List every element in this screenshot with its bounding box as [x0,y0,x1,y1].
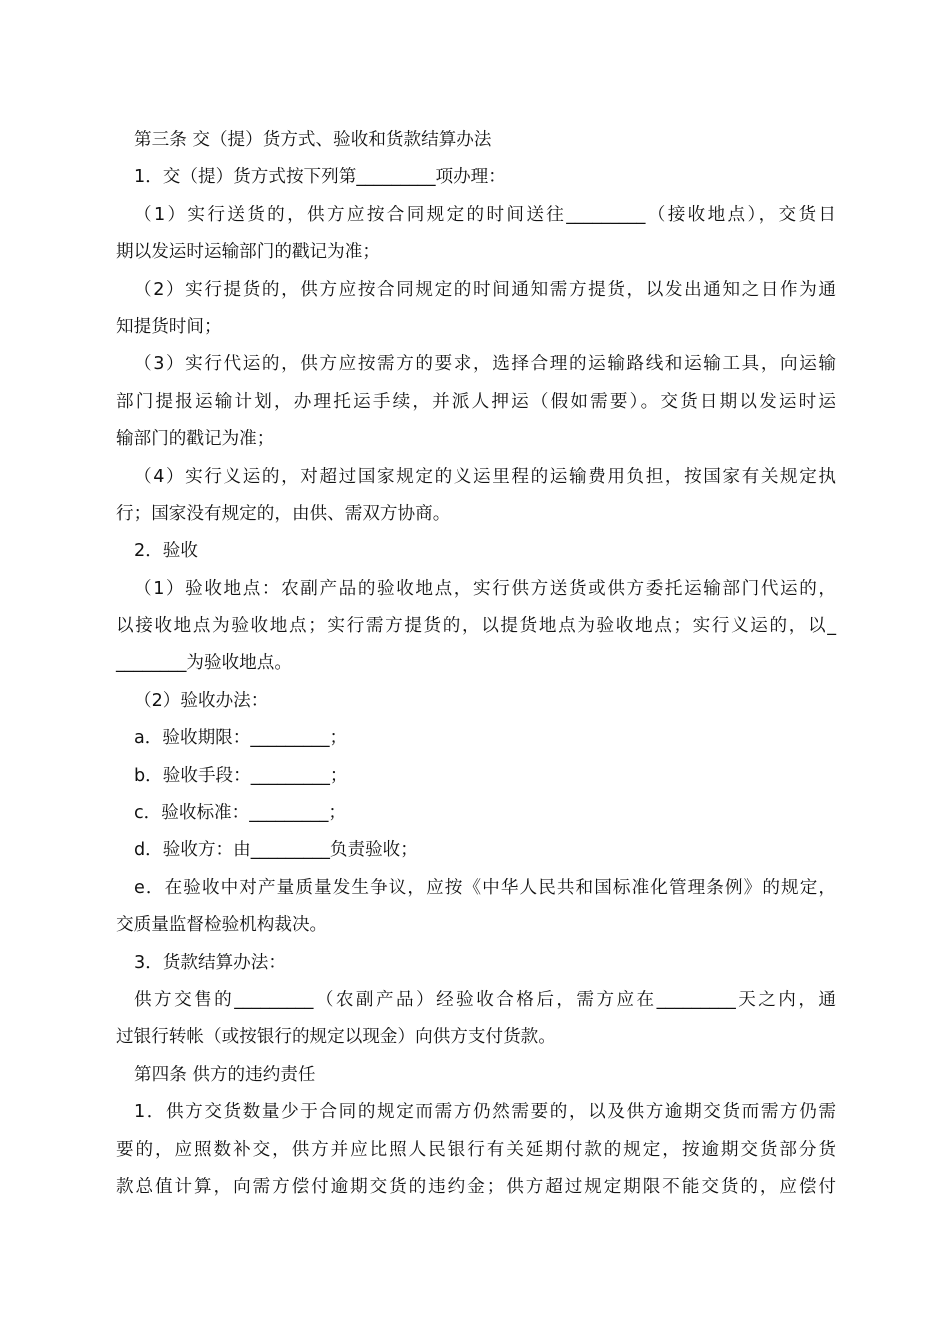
text-line: 期以发运时运输部门的戳记为准； [116,242,380,263]
text-line: 供方交售的_________（农副产品）经验收合格后，需方应在_________天之内，通 [134,989,836,1010]
text-line: 3．货款结算办法： [134,952,286,973]
text-line: （3）实行代运的，供方应按需方的要求，选择合理的运输路线和运输工具，向运输 [134,354,836,375]
text-line: 知提货时间； [116,316,222,337]
text-line: （1）验收地点：农副产品的验收地点，实行供方送货或供方委托运输部门代运的， [134,578,836,599]
text-line: 1．交（提）货方式按下列第_________项办理： [134,167,506,188]
text-line: （4）实行义运的，对超过国家规定的义运里程的运输费用负担，按国家有关规定执 [134,466,836,487]
text-line: 部门提报运输计划，办理托运手续，并派人押运（假如需要）。交货日期以发运时运 [116,391,836,412]
text-line: a．验收期限：_________； [134,728,348,749]
text-line: 输部门的戳记为准； [116,429,275,450]
text-line: b．验收手段：_________； [134,765,348,786]
text-line: 过银行转帐（或按银行的规定以现金）向供方支付货款。 [116,1027,556,1048]
text-line: （1）实行送货的，供方应按合同规定的时间送往_________（接收地点），交货日 [134,204,836,225]
text-line: 以接收地点为验收地点；实行需方提货的，以提货地点为验收地点；实行义运的，以_ [116,616,836,637]
text-line: d．验收方：由_________负责验收； [134,840,418,861]
text-line: e．在验收中对产量质量发生争议，应按《中华人民共和国标准化管理条例》的规定， [134,877,836,898]
text-line: ________为验收地点。 [116,653,292,674]
text-line: c．验收标准：_________； [134,803,347,824]
text-line: 第三条 交（提）货方式、验收和货款结算办法 [134,130,492,150]
text-line: 款总值计算，向需方偿付逾期交货的违约金；供方超过规定期限不能交货的，应偿付 [116,1176,836,1197]
text-line: 第四条 供方的违约责任 [134,1064,316,1085]
text-line: 行；国家没有规定的，由供、需双方协商。 [116,503,451,524]
text-line: 1．供方交货数量少于合同的规定而需方仍然需要的，以及供方逾期交货而需方仍需 [134,1102,836,1123]
text-line: 交质量监督检验机构裁决。 [116,915,328,936]
text-line: 2．验收 [134,541,198,562]
text-line: 要的，应照数补交，供方并应比照人民银行有关延期付款的规定，按逾期交货部分货 [116,1139,836,1160]
document-body [116,122,836,1206]
text-line: （2）实行提货的，供方应按合同规定的时间通知需方提货，以发出通知之日作为通 [134,279,836,300]
text-line: （2）验收办法： [134,690,269,711]
